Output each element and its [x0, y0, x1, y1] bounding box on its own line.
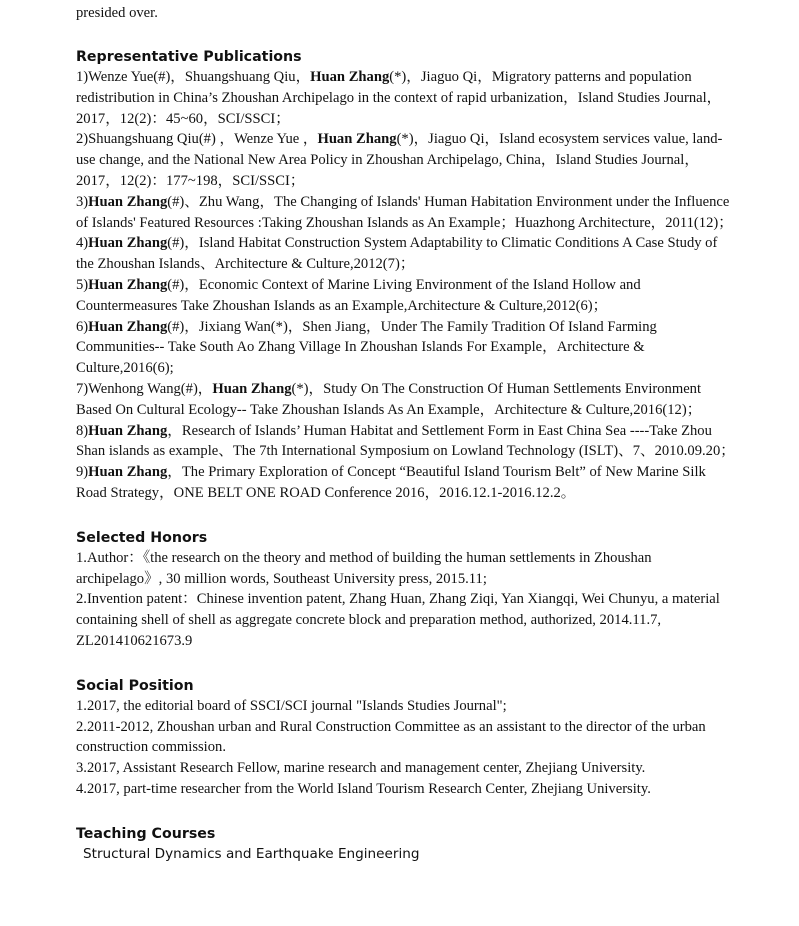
publication-prefix: 4) [76, 235, 89, 252]
publication-author-highlight: Huan Zhang [88, 422, 168, 439]
social-position-section [76, 676, 736, 800]
publication-author-highlight: Huan Zhang [212, 380, 292, 397]
publication-author-highlight: Huan Zhang [88, 276, 168, 293]
publication-rest: (#)、Zhu Wang，The Changing of Islands' Human Habitation Environment under the Influence of Islands' Featured Resources :Taking Zhoushan Islands as An Example；Huazhong Architecture，2011(12)； [76, 193, 733, 231]
course-item: Structural Dynamics and Earthquake Engineering [83, 845, 420, 862]
publications-heading: Representative Publications [76, 49, 302, 65]
publication-item [76, 317, 736, 379]
publication-item [76, 275, 736, 317]
publication-rest: (#)，Island Habitat Construction System Adaptability to Climatic Conditions A Case Study of the Zhoushan Islands、Architecture & Culture,2012(7)； [76, 235, 718, 273]
publication-item [76, 379, 736, 421]
publication-item [76, 192, 736, 234]
social-position-heading: Social Position [76, 677, 194, 694]
publication-author-highlight: Huan Zhang [88, 235, 168, 252]
publication-prefix: 5) [76, 276, 89, 293]
publication-item [76, 421, 736, 463]
publication-author-highlight: Huan Zhang [310, 69, 390, 85]
social-position-item: 2.2011-2012, Zhoushan urban and Rural Construction Committee as an assistant to the director of the urban construction commission. [76, 718, 706, 756]
publication-rest: (#)，Jixiang Wan(*)，Shen Jiang，Under The Family Tradition Of Island Farming Communities-- Take South Ao Zhang Village In Zhoushan Islands For Example，Architecture & Culture,2016(6); [76, 318, 657, 377]
publication-prefix: 8) [76, 422, 89, 439]
publication-item [76, 462, 736, 504]
publication-prefix: 3) [76, 193, 89, 210]
publication-author-highlight: Huan Zhang [88, 193, 168, 210]
resume-page [76, 0, 736, 864]
publication-prefix: 6) [76, 318, 89, 335]
publication-prefix: 9) [76, 464, 89, 481]
teaching-section [76, 824, 736, 864]
social-position-item: 3.2017, Assistant Research Fellow, marine research and management center, Zhejiang University. [76, 760, 646, 777]
publication-rest: (*)，Jiaguo Qi，Island ecosystem services value, land-use change, and the National New Area Policy in Zhoushan Archipelago, China，Island Studies Journal，2017，12(2)：177~198，SCI/SSCI； [76, 131, 723, 189]
publication-item [76, 233, 736, 275]
publication-rest: ，Research of Islands’ Human Habitat and Settlement Form in East China Sea ----Take Zhou Shan islands as example、The 7th International Symposium on Lowland Technology (ISLT)、7、2010.09.20； [76, 422, 735, 460]
publications-section [76, 47, 736, 504]
publication-prefix: 7)Wenhong Wang(#)， [76, 380, 213, 397]
publication-item [76, 129, 736, 191]
lead-text: presided over. [76, 5, 158, 21]
publication-rest: (*)，Jiaguo Qi，Migratory patterns and population redistribution in China’s Zhoushan Archipelago in the context of rapid urbanization，Island Studies Journal，2017，12(2)：45~60，SCI/SSCI； [76, 69, 722, 127]
teaching-heading: Teaching Courses [76, 825, 216, 842]
publication-prefix: 2)Shuangshuang Qiu(#) ，Wenze Yue ， [76, 131, 318, 148]
social-position-item: 4.2017, part-time researcher from the World Island Tourism Research Center, Zhejiang University. [76, 780, 651, 797]
publication-item [76, 67, 736, 129]
honors-heading: Selected Honors [76, 529, 208, 546]
publication-prefix: 1)Wenze Yue(#)，Shuangshuang Qiu， [76, 69, 311, 85]
publication-author-highlight: Huan Zhang [317, 131, 397, 148]
publication-rest: (#)，Economic Context of Marine Living Environment of the Island Hollow and Countermeasures Take Zhoushan Islands as an Example,Architecture & Culture,2012(6)； [76, 276, 641, 314]
honor-item: 1.Author：《the research on the theory and method of building the human settlements in Zhoushan archipelago》, 30 million words, Southeast University press, 2015.11; [76, 549, 652, 587]
publication-rest: ，The Primary Exploration of Concept “Beautiful Island Tourism Belt” of New Marine Silk Road Strategy，ONE BELT ONE ROAD Conference 2016，2016.12.1-2016.12.2。 [76, 464, 706, 501]
publication-rest: (*)，Study On The Construction Of Human Settlements Environment Based On Cultural Ecology-- Take Zhoushan Islands As An Example，Architecture & Culture,2016(12)； [76, 380, 702, 418]
publication-author-highlight: Huan Zhang [88, 464, 168, 481]
social-position-item: 1.2017, the editorial board of SSCI/SCI journal "Islands Studies Journal"; [76, 697, 507, 714]
honors-section [76, 528, 736, 652]
publication-author-highlight: Huan Zhang [88, 318, 168, 335]
honor-item: 2.Invention patent：Chinese invention patent, Zhang Huan, Zhang Ziqi, Yan Xiangqi, Wei Chunyu, a material containing shell of shell as aggregate concrete block and preparation method, authorized, 2014.11.7, ZL201410621673.9 [76, 591, 720, 649]
